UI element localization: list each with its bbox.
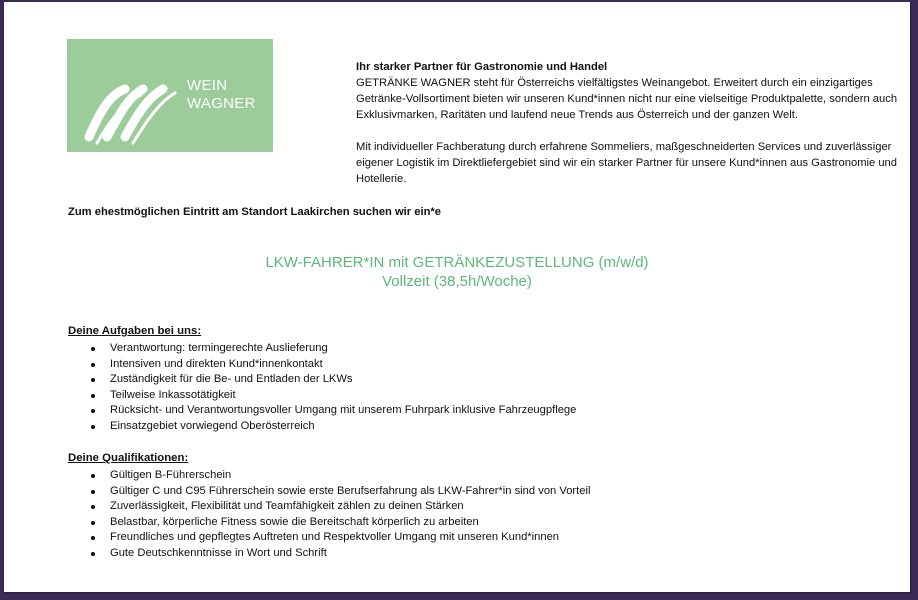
logo-wordmark — [187, 77, 256, 113]
list-item: Rücksicht- und Verantwortungsvoller Umgang mit unserem Fuhrpark inklusive Fahrzeugpflege — [90, 403, 576, 419]
list-item: Gültiger C und C95 Führerschein sowie erste Berufserfahrung als LKW-Fahrer*in sind von Vorteil — [90, 484, 590, 500]
intro-paragraph-2: Mit individueller Fachberatung durch erfahrene Sommeliers, maßgeschneiderten Services und zuverlässiger eigener Logistik im Direktliefergebiet sind wir ein starker Partner für unsere Kund*innen aus Gastronomie und Hotellerie. — [356, 141, 898, 185]
tasks-list — [90, 341, 576, 435]
wein-wagner-logo — [67, 39, 273, 152]
list-item: Verantwortung: termingerechte Auslieferung — [90, 341, 576, 357]
company-intro — [356, 59, 906, 187]
document-page — [4, 2, 910, 592]
intro-paragraph-1: GETRÄNKE WAGNER steht für Österreichs vielfältigstes Weinangebot. Erweitert durch ein einzigartiges Getränke-Vollsortiment bieten wir unseren Kund*innen nicht nur eine vielseitige Produktpalette, sondern auch Exklusivmarken, Raritäten und laufend neue Trends aus Österreich und der ganzen Welt. — [356, 77, 898, 121]
lead-sentence: Zum ehestmöglichen Eintritt am Standort Laakirchen suchen wir ein*e — [68, 206, 441, 218]
list-item: Freundliches und gepflegtes Auftreten und Respektvoller Umgang mit unseren Kund*innen — [90, 530, 590, 546]
list-item: Einsatzgebiet vorwiegend Oberösterreich — [90, 419, 576, 435]
logo-line-wein: WEIN — [187, 77, 228, 94]
list-item: Teilweise Inkassotätigkeit — [90, 388, 576, 404]
list-item: Intensiven und direkten Kund*innenkontakt — [90, 357, 576, 373]
list-item: Zuverlässigkeit, Flexibilität und Teamfähigkeit zählen zu deinen Stärken — [90, 499, 590, 515]
list-item: Belastbar, körperliche Fitness sowie die Bereitschaft körperlich zu arbeiten — [90, 515, 590, 531]
intro-headline: Ihr starker Partner für Gastronomie und Handel — [356, 61, 608, 73]
job-subtitle: Vollzeit (38,5h/Woche) — [382, 273, 532, 290]
qualifications-list — [90, 468, 590, 562]
list-item: Gültigen B-Führerschein — [90, 468, 590, 484]
logo-line-wagner: WAGNER — [187, 95, 256, 112]
qualifications-heading: Deine Qualifikationen: — [68, 452, 189, 464]
job-title: LKW-FAHRER*IN mit GETRÄNKEZUSTELLUNG (m/w/d) — [265, 254, 649, 271]
list-item: Zuständigkeit für die Be- und Entladen der LKWs — [90, 372, 576, 388]
tasks-heading: Deine Aufgaben bei uns: — [68, 325, 202, 337]
list-item: Gute Deutschkenntnisse in Wort und Schrift — [90, 546, 590, 562]
